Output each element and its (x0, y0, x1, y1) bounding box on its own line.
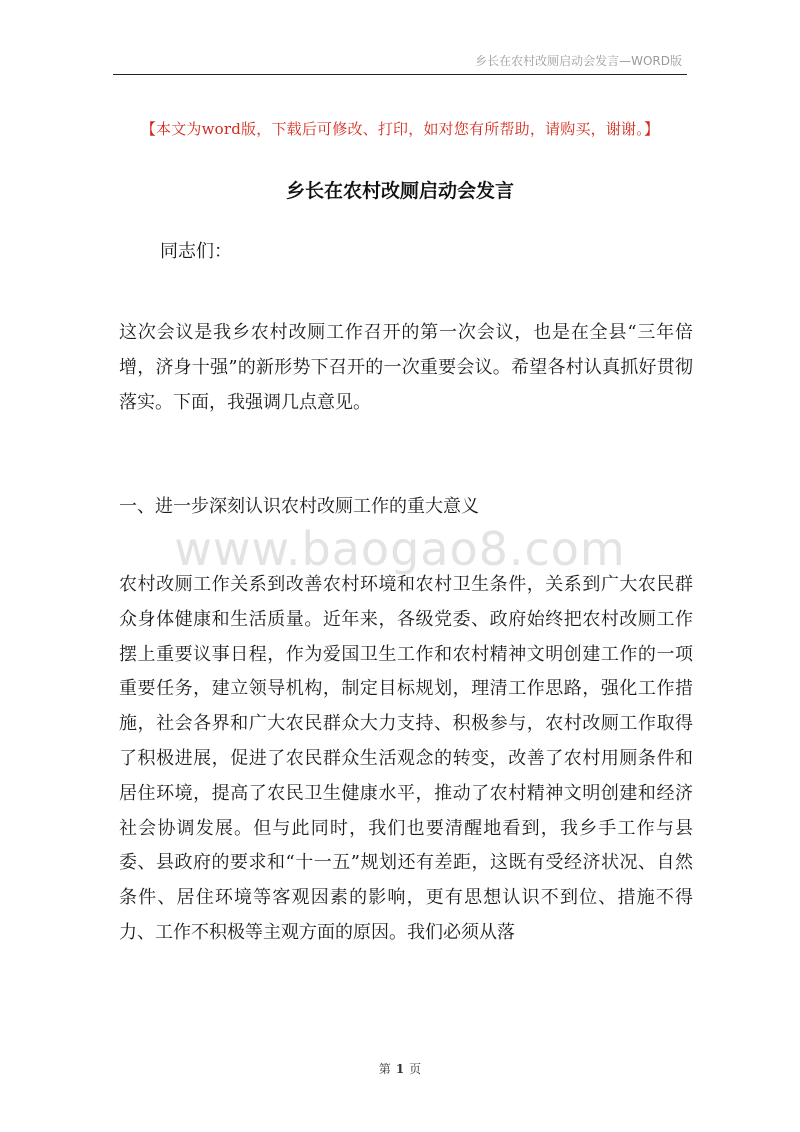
paragraph-intro: 这次会议是我乡农村改厕工作召开的第一次会议，也是在全县“三年倍增，济身十强”的新形势下召开的一次重要会议。希望各村认真抓好贯彻落实。下面，我强调几点意见。 (119, 322, 693, 413)
salutation: 同志们： (160, 241, 232, 262)
page-number: 1 (395, 1062, 405, 1076)
document-title: 乡长在农村改厕启动会发言 (285, 180, 514, 202)
header-rule (113, 74, 687, 75)
footer-prefix: 第 (378, 1062, 391, 1076)
paragraph-significance: 农村改厕工作关系到改善农村环境和农村卫生条件，关系到广大农民群众身体健康和生活质量。近年来，各级党委、政府始终把农村改厕工作摆上重要议事日程，作为爱国卫生工作和农村精神文明创建工作的一项重要任务，建立领导机构，制定目标规划，理清工作思路，强化工作措施，社会各界和广大农民群众大力支持、积极参与，农村改厕工作取得了积极进展，促进了农民群众生活观念的转变，改善了农村用厕条件和居住环境，提高了农民卫生健康水平，推动了农村精神文明创建和经济社会协调发展。但与此同时，我们也要清醒地看到，我乡手工作与县委、县政府的要求和“十一五”规划还有差距，这既有受经济状况、自然条件、居住环境等客观因素的影响，更有思想认识不到位、措施不得力、工作不积极等主观方面的原因。我们必须从落 (119, 574, 693, 943)
page-footer (0, 1060, 800, 1077)
purchase-notice: 【本文为word版，下载后可修改、打印，如对您有所帮助，请购买，谢谢。】 (140, 120, 660, 138)
running-header: 乡长在农村改厕启动会发言—WORD版 (475, 54, 682, 68)
footer-suffix: 页 (409, 1062, 422, 1076)
watermark: www.baogao8.com (174, 522, 626, 576)
section-heading-1: 一、进一步深刻认识农村改厕工作的重大意义 (119, 496, 479, 517)
